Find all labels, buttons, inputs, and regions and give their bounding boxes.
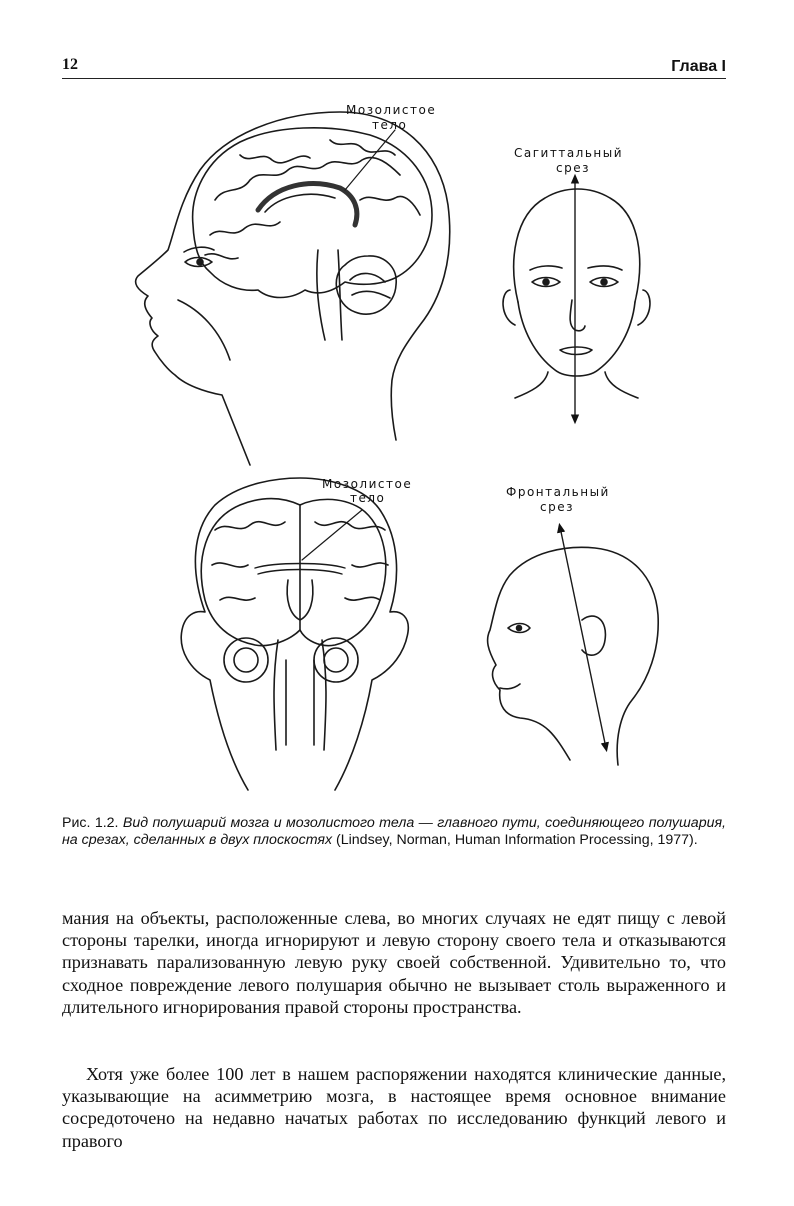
page-number: 12 xyxy=(62,56,78,73)
caption-text: Вид полушарий мозга и мозолистого тела — главного пути, соединяющего полушария, на срезах, сделанных в двух плоскостях xyxy=(62,815,726,848)
label-corpus-callosum-bottom-line1: Мозолистое xyxy=(322,477,413,491)
frontal-section-head-illustration xyxy=(181,477,412,790)
body-paragraph-2: Хотя уже более 100 лет в нашем распоряжении находятся клинические данные, указывающие на асимметрию мозга, в настоящее время основное внимание сосредоточено на недавно начатых работах по исследованию функций левого и правого xyxy=(62,1064,726,1151)
sagittal-head-illustration xyxy=(136,103,450,465)
label-frontal-line2: срез xyxy=(540,500,574,514)
frontal-plane-illustration xyxy=(488,485,659,765)
caption-reference: (Lindsey, Norman, Human Information Processing, 1977). xyxy=(336,832,698,848)
label-corpus-callosum-top-line1: Мозолистое xyxy=(346,103,437,117)
label-corpus-callosum-bottom-line2: тело xyxy=(350,491,386,505)
chapter-title: Глава I xyxy=(671,58,726,75)
label-frontal-line1: Фронтальный xyxy=(506,485,610,499)
caption-figure-number: Рис. 1.2. xyxy=(62,815,119,831)
label-corpus-callosum-top-line2: тело xyxy=(372,118,408,132)
label-sagittal-line2: срез xyxy=(556,161,590,175)
label-sagittal-line1: Сагиттальный xyxy=(514,146,624,160)
sagittal-plane-illustration xyxy=(503,146,650,420)
body-paragraph-1: мания на объекты, расположенные слева, во многих случаях не едят пищу с левой стороны тарелки, иногда игнорируют и левую сторону своего тела и отказываются признавать парализованную левую руку своей собственной. Удивительно то, что сходное повреждение левого полушария обычно не вызывает столь выраженного и длительного игнорирования правой стороны пространства. xyxy=(62,908,726,1017)
figure-caption xyxy=(62,815,726,849)
